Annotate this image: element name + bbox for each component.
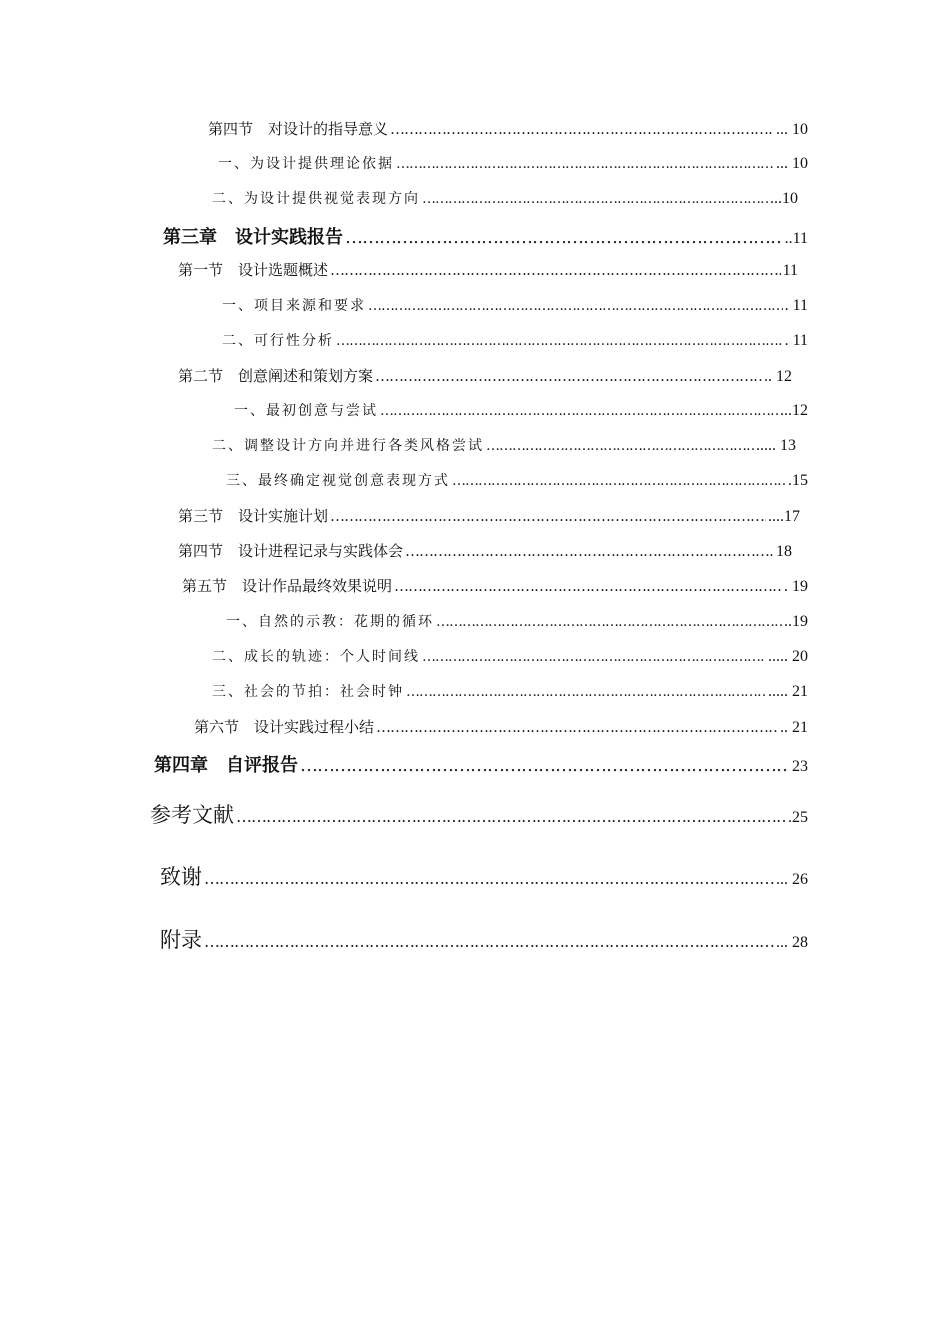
toc-entry-page: . 19 [784,578,808,595]
toc-entry-title: 一、自然的示教：花期的循环 [226,614,434,630]
toc-entry-page: .15 [788,472,808,489]
toc-entry[interactable] [154,751,808,777]
toc-entry[interactable] [226,611,808,631]
toc-entry-title: 第五节 设计作品最终效果说明 [182,577,393,595]
toc-entry[interactable] [218,153,808,173]
toc-entry-title: 一、最初创意与尝试 [234,403,378,419]
toc-leader-dots [300,755,790,776]
toc-entry-page: ...10 [770,190,798,207]
toc-entry-page: ..11 [784,230,808,247]
toc-entry[interactable] [178,505,800,526]
toc-entry-page: ... 10 [776,121,808,138]
toc-entry-page: 18 [776,543,792,560]
toc-entry-title: 附录 [160,928,202,952]
toc-entry-page: .. 12 [764,368,792,385]
toc-entry-title: 三、社会的节拍：社会时钟 [212,684,404,700]
toc-leader-dots [204,869,774,888]
toc-entry-title: 第四章 自评报告 [154,755,298,776]
toc-entry[interactable] [194,716,808,737]
toc-entry[interactable] [178,365,792,386]
toc-leader-dots [394,577,782,595]
toc-entry[interactable] [163,223,808,249]
toc-entry-title: 二、为设计提供视觉表现方向 [212,191,420,207]
toc-entry[interactable] [222,295,808,315]
toc-entry-page: 11 [782,262,798,279]
toc-entry-title: 二、可行性分析 [222,333,334,349]
toc-leader-dots [380,403,778,419]
toc-entry-title: 一、项目来源和要求 [222,298,366,314]
toc-entry-title: 参考文献 [150,803,234,827]
toc-leader-dots [405,542,774,560]
toc-leader-dots [486,438,754,454]
toc-entry[interactable] [212,646,808,666]
toc-entry-title: 第三章 设计实践报告 [163,227,343,248]
toc-entry[interactable] [178,540,792,561]
toc-entry[interactable] [222,330,808,350]
toc-leader-dots [422,649,766,665]
toc-leader-dots [396,156,774,172]
toc-entry-title: 致谢 [160,865,202,889]
toc-entry-title: 第三节 设计实施计划 [178,507,329,525]
toc-leader-dots [375,367,762,385]
toc-leader-dots [236,807,786,826]
toc-entry[interactable] [234,400,808,420]
toc-entry-page: . 11 [784,297,808,314]
toc-entry-page: ..19 [784,613,808,630]
toc-entry[interactable] [182,575,808,596]
toc-entry-title: 第六节 设计实践过程小结 [194,718,375,736]
toc-entry-page: . 11 [784,332,808,349]
toc-entry-title: 第四节 对设计的指导意义 [208,120,389,138]
toc-entry[interactable] [208,118,808,139]
toc-entry-page: ..... 20 [768,648,808,665]
toc-entry-page: ..... 13 [756,437,796,454]
toc-entry-page: ... 28 [776,934,808,951]
toc-leader-dots [330,507,766,525]
toc-leader-dots [376,718,778,736]
toc-entry-page: ..... 21 [768,683,808,700]
toc-entry[interactable] [150,799,808,829]
toc-entry[interactable] [212,435,796,455]
toc-entry-page: 23 [792,758,808,775]
toc-entry-title: 第四节 设计进程记录与实践体会 [178,542,404,560]
toc-entry-title: 第一节 设计选题概述 [178,261,329,279]
toc-entry-title: 第二节 创意阐述和策划方案 [178,367,374,385]
toc-leader-dots [336,333,783,349]
toc-leader-dots [422,191,768,207]
toc-entry-page: ... 26 [776,871,808,888]
toc-entry[interactable] [226,470,808,490]
toc-leader-dots [345,227,783,248]
toc-leader-dots [452,473,786,489]
toc-entry-page: .25 [788,809,808,826]
toc-entry[interactable] [160,924,808,954]
toc-leader-dots [390,120,774,138]
toc-entry-page: ....17 [768,508,800,525]
toc-entry[interactable] [212,681,808,701]
toc-entry-page: .. 21 [780,719,808,736]
toc-entry-page: ... 10 [776,155,808,172]
toc-entry-title: 二、调整设计方向并进行各类风格尝试 [212,438,484,454]
toc-entry-title: 三、最终确定视觉创意表现方式 [226,473,450,489]
toc-leader-dots [406,684,766,700]
toc-entry-page: ...12 [780,402,808,419]
toc-entry[interactable] [178,259,798,280]
toc-entry-title: 一、为设计提供理论依据 [218,156,394,172]
toc-entry[interactable] [212,188,798,208]
toc-leader-dots [330,261,781,279]
toc-leader-dots [436,614,782,630]
toc-leader-dots [204,932,774,951]
toc-entry-title: 二、成长的轨迹：个人时间线 [212,649,420,665]
toc-leader-dots [368,298,783,314]
toc-entry[interactable] [160,861,808,891]
